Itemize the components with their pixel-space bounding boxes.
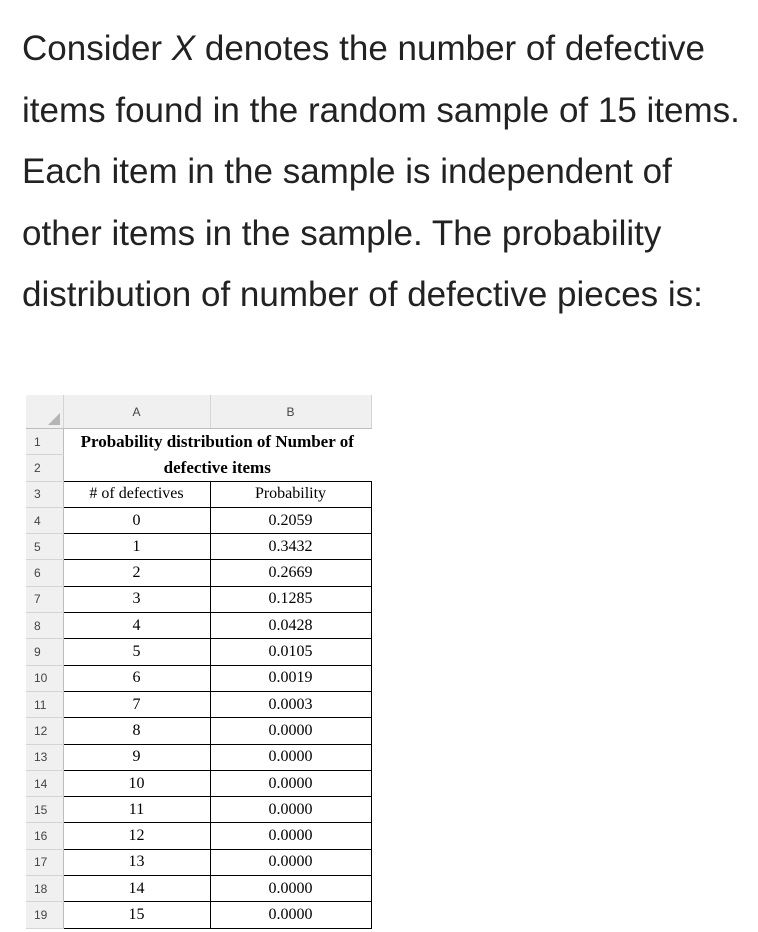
- table-row: [26, 797, 371, 823]
- row-number: 14: [26, 770, 63, 796]
- probability-cell: 0.0000: [210, 797, 371, 823]
- defectives-cell: 1: [63, 534, 210, 560]
- table-row: [26, 849, 371, 875]
- defectives-cell: 10: [63, 770, 210, 796]
- header-probability: Probability: [210, 481, 371, 507]
- row-number: 5: [26, 534, 63, 560]
- table-row: [26, 744, 371, 770]
- table-row: [26, 691, 371, 717]
- column-header-a: A: [63, 395, 210, 429]
- probability-cell: 0.0105: [210, 639, 371, 665]
- table-row: [26, 718, 371, 744]
- row-number: 10: [26, 665, 63, 691]
- probability-cell: 0.0000: [210, 849, 371, 875]
- probability-cell: 0.0000: [210, 770, 371, 796]
- defectives-cell: 3: [63, 586, 210, 612]
- column-header-row: [26, 395, 371, 429]
- probability-cell: 0.0428: [210, 613, 371, 639]
- header-defectives: # of defectives: [63, 481, 210, 507]
- defectives-cell: 2: [63, 560, 210, 586]
- row-number: 3: [26, 481, 63, 507]
- probability-cell: 0.0000: [210, 823, 371, 849]
- table-row: [26, 455, 371, 481]
- probability-cell: 0.2669: [210, 560, 371, 586]
- defectives-cell: 6: [63, 665, 210, 691]
- variable-x: X: [171, 29, 196, 68]
- table-row: [26, 534, 371, 560]
- defectives-cell: 15: [63, 902, 210, 928]
- table-row: [26, 507, 371, 533]
- probability-cell: 0.0000: [210, 902, 371, 928]
- table-row: [26, 560, 371, 586]
- row-number: 9: [26, 639, 63, 665]
- probability-cell: 0.0000: [210, 718, 371, 744]
- defectives-cell: 13: [63, 849, 210, 875]
- probability-cell: 0.0000: [210, 744, 371, 770]
- row-number: 19: [26, 902, 63, 928]
- column-header-b: B: [210, 395, 371, 429]
- row-number: 7: [26, 586, 63, 612]
- defectives-cell: 0: [63, 507, 210, 533]
- row-number: 16: [26, 823, 63, 849]
- probability-cell: 0.2059: [210, 507, 371, 533]
- defectives-cell: 9: [63, 744, 210, 770]
- row-number: 2: [26, 455, 63, 481]
- row-number: 8: [26, 613, 63, 639]
- defectives-cell: 14: [63, 876, 210, 902]
- probability-cell: 0.0003: [210, 691, 371, 717]
- row-number: 13: [26, 744, 63, 770]
- table-header-row: [26, 481, 371, 507]
- defectives-cell: 7: [63, 691, 210, 717]
- row-number: 12: [26, 718, 63, 744]
- table-row: [26, 586, 371, 612]
- table-row: [26, 770, 371, 796]
- table-row: [26, 613, 371, 639]
- spreadsheet-image: [26, 395, 371, 929]
- defectives-cell: 5: [63, 639, 210, 665]
- table-row: [26, 823, 371, 849]
- table-row: [26, 902, 371, 928]
- question-text-rest: denotes the number of defective items found in the random sample of 15 items. Each item in the sample is independent of other items in the sample. The probability distribution of number of defective pieces is:: [22, 29, 740, 314]
- row-number: 18: [26, 876, 63, 902]
- table-row: [26, 429, 371, 455]
- probability-cell: 0.0019: [210, 665, 371, 691]
- row-number: 15: [26, 797, 63, 823]
- select-all-corner: [26, 395, 63, 429]
- table-title-line1: Probability distribution of Number of: [80, 431, 354, 451]
- table-row: [26, 876, 371, 902]
- defectives-cell: 12: [63, 823, 210, 849]
- row-number: 4: [26, 507, 63, 533]
- probability-table: [26, 395, 372, 929]
- question-text: [22, 18, 752, 326]
- defectives-cell: 11: [63, 797, 210, 823]
- defectives-cell: 8: [63, 718, 210, 744]
- table-row: [26, 639, 371, 665]
- row-number: 1: [26, 429, 63, 455]
- probability-cell: 0.3432: [210, 534, 371, 560]
- question-text-start: Consider: [22, 29, 172, 68]
- probability-cell: 0.1285: [210, 586, 371, 612]
- probability-cell: 0.0000: [210, 876, 371, 902]
- row-number: 11: [26, 691, 63, 717]
- table-row: [26, 665, 371, 691]
- row-number: 6: [26, 560, 63, 586]
- defectives-cell: 4: [63, 613, 210, 639]
- table-title-line2: defective items: [163, 457, 271, 477]
- row-number: 17: [26, 849, 63, 875]
